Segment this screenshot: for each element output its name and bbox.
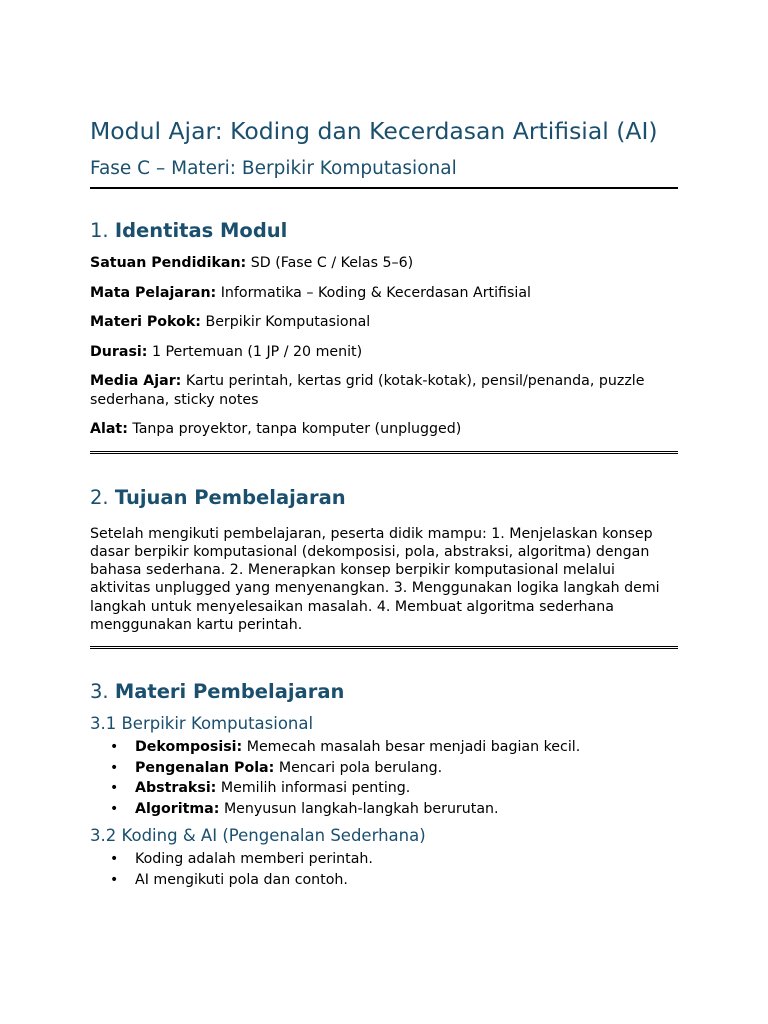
list-item — [90, 737, 678, 758]
list-item-desc: Memilih informasi penting. — [220, 780, 411, 797]
list-item-term: Abstraksi: — [135, 780, 217, 797]
list-item — [90, 849, 678, 870]
field-label: Materi Pokok: — [90, 314, 201, 330]
list-item-term: Pengenalan Pola: — [135, 759, 275, 776]
list-item-desc: Mencari pola berulang. — [278, 759, 443, 776]
bullet-icon: • — [110, 739, 119, 756]
tujuan-paragraph: Setelah mengikuti pembelajaran, peserta didik mampu: 1. Menjelaskan konsep dasar berpikir komputasional (dekomposisi, pola, abstraksi, algoritma) dengan bahasa sederhana. 2. Menerapkan konsep berpikir komputasional melalui aktivitas unplugged yang menyenangkan. 3. Menggunakan logika langkah demi langkah untuk menyelesaikan masalah. 4. Membuat algoritma sederhana menggunakan kartu perintah. — [90, 525, 660, 633]
list-item — [90, 758, 678, 779]
field-media-ajar — [90, 372, 678, 409]
section-heading-materi — [90, 679, 678, 705]
field-alat — [90, 420, 678, 439]
section-heading-tujuan — [90, 485, 678, 511]
list-item-text: AI mengikuti pola dan contoh. — [135, 871, 348, 888]
section-title: Materi Pembelajaran — [114, 680, 345, 704]
section-number: 1. — [90, 219, 109, 242]
bullet-icon: • — [110, 759, 119, 776]
field-label: Media Ajar: — [90, 373, 182, 389]
list-item-term: Algoritma: — [135, 800, 220, 817]
title-divider — [90, 187, 678, 189]
section-divider — [90, 646, 678, 653]
list-item-term: Dekomposisi: — [135, 739, 243, 756]
field-label: Mata Pelajaran: — [90, 284, 217, 301]
field-durasi — [90, 343, 678, 362]
field-value: Tanpa proyektor, tanpa komputer (unplugged) — [132, 421, 462, 437]
list-item — [90, 778, 678, 799]
field-value: Berpikir Komputasional — [205, 314, 371, 330]
field-materi-pokok — [90, 313, 678, 332]
berpikir-komputasional-list — [90, 737, 678, 819]
list-item-text: Koding adalah memberi perintah. — [135, 851, 373, 868]
list-item-desc: Memecah masalah besar menjadi bagian kecil. — [246, 739, 581, 756]
field-value: SD (Fase C / Kelas 5–6) — [250, 255, 414, 271]
section-number: 3. — [90, 680, 109, 704]
list-item — [90, 870, 678, 891]
section-heading-identitas — [90, 218, 678, 244]
field-value: Informatika – Koding & Kecerdasan Artifisial — [220, 284, 531, 301]
list-item — [90, 799, 678, 820]
field-satuan-pendidikan — [90, 254, 678, 273]
subsection-heading-koding-ai: 3.2 Koding & AI (Pengenalan Sederhana) — [90, 826, 426, 846]
field-label: Durasi: — [90, 343, 148, 360]
document-content — [90, 116, 678, 890]
document-subtitle: Fase C – Materi: Berpikir Komputasional — [90, 158, 457, 179]
section-title: Identitas Modul — [114, 219, 288, 242]
list-item-desc: Menyusun langkah-langkah berurutan. — [223, 800, 499, 817]
section-title: Tujuan Pembelajaran — [114, 485, 346, 509]
section-number: 2. — [90, 485, 109, 509]
section-divider — [90, 451, 678, 458]
koding-ai-list — [90, 849, 678, 890]
field-value: 1 Pertemuan (1 JP / 20 menit) — [151, 343, 363, 360]
field-value: Kartu perintah, kertas grid (kotak-kotak), pensil/penanda, puzzle sederhana, sticky notes — [90, 373, 645, 408]
field-mata-pelajaran — [90, 284, 678, 303]
field-label: Alat: — [90, 421, 128, 437]
bullet-icon: • — [110, 871, 119, 888]
document-title: Modul Ajar: Koding dan Kecerdasan Artifisial (AI) — [90, 117, 658, 145]
field-label: Satuan Pendidikan: — [90, 255, 247, 271]
subsection-heading-berpikir-komputasional: 3.1 Berpikir Komputasional — [90, 714, 314, 734]
bullet-icon: • — [110, 851, 119, 868]
bullet-icon: • — [110, 780, 119, 797]
bullet-icon: • — [110, 800, 119, 817]
